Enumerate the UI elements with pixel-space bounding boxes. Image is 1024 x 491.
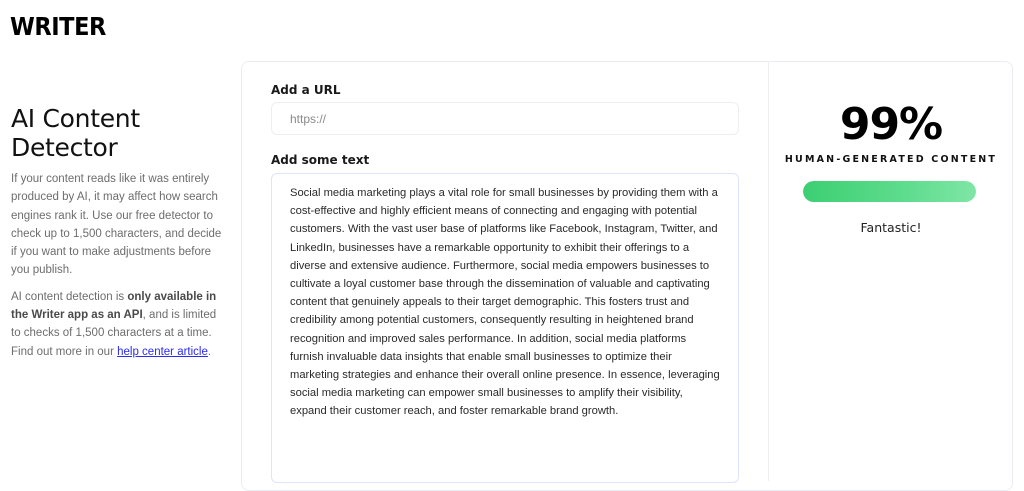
api-note-text: AI content detection is <box>11 290 128 303</box>
score-caption: HUMAN-GENERATED CONTENT <box>784 154 998 165</box>
api-note-text-2: , and is limited to checks of 1,500 characters at a time. Find out more in our <box>11 309 217 358</box>
api-note-suffix: . <box>207 345 212 358</box>
text-label: Add some text <box>271 153 370 167</box>
human-score: 99% <box>839 99 943 150</box>
api-note <box>11 288 227 361</box>
page-title: AI Content Detector <box>11 104 140 162</box>
url-input[interactable] <box>271 102 739 135</box>
api-note-bold: only available in the Writer app as an API <box>11 290 217 322</box>
intro-description: If your content reads like it was entirely produced by AI, it may affect how search engines rank it. Use our free detector to check up to 1,500 characters, and decide if you want to make adjustments before you publish. <box>11 173 222 277</box>
score-progress-fill <box>803 181 976 202</box>
url-label: Add a URL <box>271 83 341 97</box>
verdict-text: Fantastic! <box>860 220 922 235</box>
help-center-link[interactable]: help center article <box>117 345 208 358</box>
result-panel <box>769 100 1013 165</box>
intro-section <box>11 104 227 361</box>
score-progress-bar <box>803 181 976 202</box>
content-textarea[interactable] <box>271 173 739 483</box>
writer-logo[interactable]: WRITER <box>10 12 106 41</box>
